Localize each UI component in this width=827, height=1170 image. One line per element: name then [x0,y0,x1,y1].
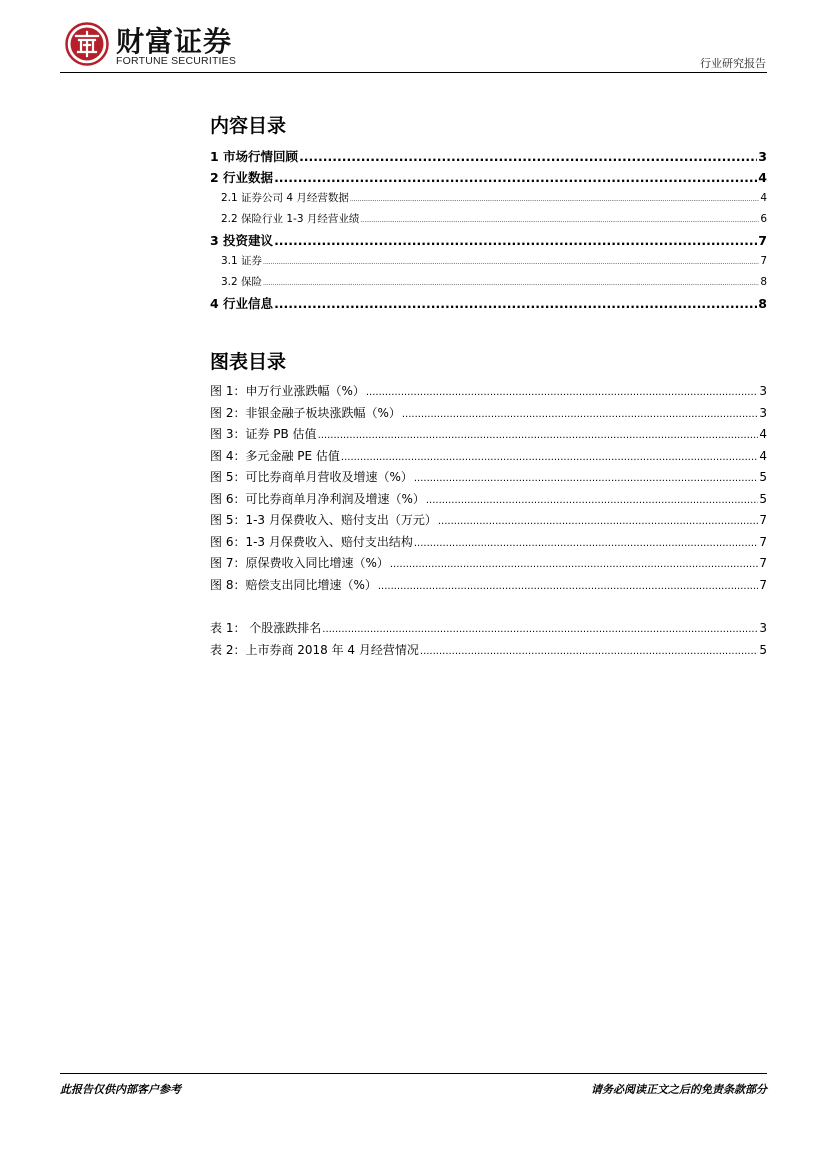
entry-label: 图 6：可比券商单月净利润及增速（%） [210,491,425,506]
page-number: 3 [758,149,767,164]
page-number: 5 [759,491,767,506]
entry-label: 表 1： 个股涨跌排名 [210,621,322,635]
entry-label: 图 5：可比券商单月营收及增速（%） [210,470,413,484]
page-number: 3 [759,621,767,635]
entry-label: 3.1 证券 [221,255,263,267]
dot-leader [318,425,759,446]
dot-leader [366,382,759,403]
page-number: 3 [759,405,767,420]
entry-label: 1 市场行情回顾 [210,149,299,164]
entry-label: 图 2：非银金融子板块涨跌幅（%） [210,405,401,420]
dot-leader [420,641,758,662]
entry-label: 图 7：原保费收入同比增速（%） [210,556,389,570]
figure-entry[interactable] [210,575,767,597]
figure-entry[interactable] [210,446,767,468]
toc-subsection-entry[interactable] [210,251,767,272]
footer-divider [60,1073,767,1074]
dot-leader [438,511,758,532]
table-entry[interactable] [210,640,767,662]
entry-label: 表 2：上市券商 2018 年 4 月经营情况 [210,642,419,657]
figure-entry[interactable] [210,381,767,403]
entry-label: 2.1 证券公司 4 月经营数据 [221,192,349,204]
figures-title: 图表目录 [210,351,287,373]
page-number: 4 [759,448,767,463]
entry-label: 2 行业数据 [210,170,274,185]
table-of-contents [210,146,767,314]
figure-entry[interactable] [210,532,767,554]
dot-leader [263,273,759,293]
dot-leader [274,230,757,251]
dot-leader [360,210,759,230]
figure-entry[interactable] [210,553,767,575]
entry-label: 图 3：证券 PB 估值 [210,427,317,441]
list-of-figures [210,381,767,596]
page-number: 4 [760,192,767,204]
page-header [0,0,827,80]
dot-leader [414,533,758,554]
dot-leader [378,576,759,597]
dot-leader [274,167,757,188]
page-number: 4 [759,427,767,441]
figure-entry[interactable] [210,403,767,425]
entry-label: 3 投资建议 [210,233,274,248]
entry-label: 2.2 保险行业 1-3 月经营业绩 [221,213,360,225]
footer-disclaimer-right: 请务必阅读正文之后的免责条款部分 [591,1083,767,1096]
header-divider [60,72,767,73]
entry-label: 4 行业信息 [210,296,274,311]
dot-leader [414,468,759,489]
toc-section-entry[interactable] [210,293,767,314]
toc-subsection-entry[interactable] [210,188,767,209]
page-number: 7 [759,556,767,570]
dot-leader [299,146,757,167]
toc-section-entry[interactable] [210,230,767,251]
contents-title: 内容目录 [210,115,287,137]
entry-label: 图 4：多元金融 PE 估值 [210,448,340,463]
dot-leader [390,554,759,575]
page-number: 8 [760,276,767,288]
footer-disclaimer-left: 此报告仅供内部客户参考 [60,1083,181,1096]
dot-leader [274,293,757,314]
logo-english-name: FORTUNE SECURITIES [116,55,237,67]
entry-label: 图 5：1-3 月保费收入、赔付支出（万元） [210,513,437,527]
dot-leader [350,189,759,209]
toc-section-entry[interactable] [210,146,767,167]
entry-label: 图 8：赔偿支出同比增速（%） [210,577,377,592]
list-of-tables [210,618,767,661]
page-number: 5 [759,470,767,484]
entry-label: 3.2 保险 [221,276,263,288]
fortune-securities-logo-icon [65,22,109,66]
page-number: 7 [759,577,767,592]
toc-section-entry[interactable] [210,167,767,188]
page-number: 4 [758,170,767,185]
table-entry[interactable] [210,618,767,640]
figure-entry[interactable] [210,489,767,511]
dot-leader [263,252,759,272]
dot-leader [322,619,758,640]
entry-label: 图 1：申万行业涨跌幅（%） [210,384,365,398]
entry-label: 图 6：1-3 月保费收入、赔付支出结构 [210,534,413,549]
page-number: 6 [760,213,767,225]
figure-entry[interactable] [210,424,767,446]
page-number: 8 [758,296,767,311]
logo-chinese-name: 财富证券 [116,25,233,58]
figure-entry[interactable] [210,510,767,532]
report-type-label: 行业研究报告 [700,57,766,70]
dot-leader [341,447,758,468]
page-number: 5 [759,642,767,657]
page-number: 7 [760,255,767,267]
toc-subsection-entry[interactable] [210,272,767,293]
page-number: 3 [759,384,767,398]
page-number: 7 [758,233,767,248]
toc-subsection-entry[interactable] [210,209,767,230]
page-number: 7 [759,513,767,527]
figure-entry[interactable] [210,467,767,489]
dot-leader [426,490,759,511]
dot-leader [402,404,759,425]
page-number: 7 [759,534,767,549]
